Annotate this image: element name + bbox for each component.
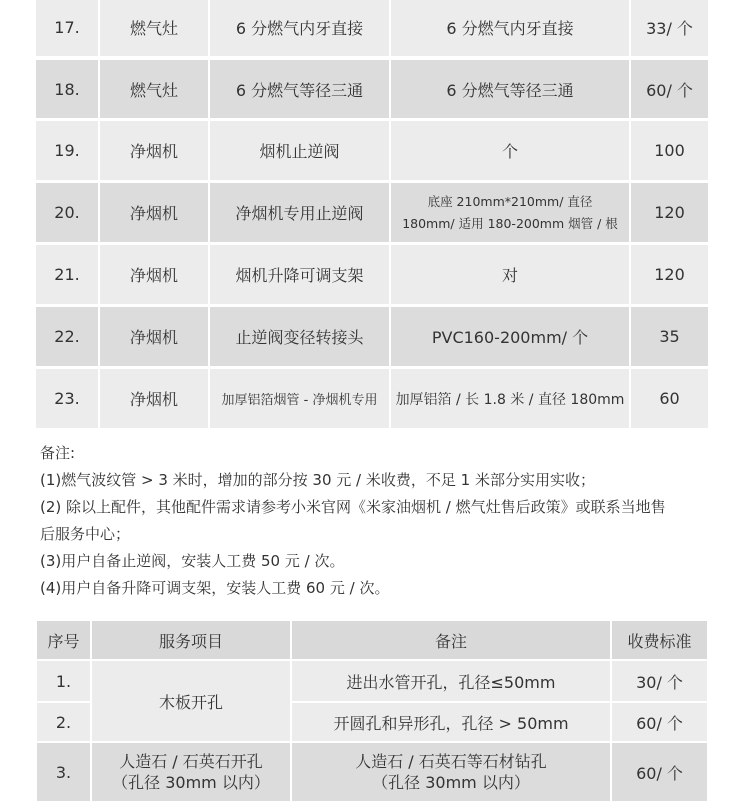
- table-row: [36, 369, 708, 428]
- note-line: 后服务中心；: [40, 525, 131, 543]
- header-remark: 备注: [291, 620, 611, 660]
- row-item: 净烟机专用止逆阀: [210, 183, 391, 242]
- row3-remark: [291, 742, 611, 802]
- row-category: 净烟机: [100, 369, 210, 428]
- row-item: 烟机升降可调支架: [210, 245, 391, 304]
- header-fee: 收费标准: [611, 620, 708, 660]
- row-spec: [391, 183, 631, 242]
- parts-table: [36, 0, 708, 428]
- header-no: 序号: [36, 620, 91, 660]
- row-spec-line1: 底座 210mm*210mm/ 直径: [427, 193, 593, 209]
- note-line: (1)燃气波纹管 > 3 米时，增加的部分按 30 元 / 米收费，不足 1 米部分实用实收；: [40, 471, 595, 489]
- row3-remark-line2: （孔径 30mm 以内）: [372, 773, 530, 792]
- row3-remark-line1: 人造石 / 石英石等石材钻孔: [355, 752, 547, 771]
- notes-section: [40, 440, 716, 602]
- row-number: 21.: [36, 245, 100, 304]
- row-number: 22.: [36, 307, 100, 366]
- row2-remark: 开圆孔和异形孔，孔径 > 50mm: [291, 702, 611, 742]
- row3-item: [91, 742, 291, 802]
- row-spec: 个: [391, 121, 631, 180]
- row-number: 20.: [36, 183, 100, 242]
- row-item: 烟机止逆阀: [210, 121, 391, 180]
- row3-item-line2: （孔径 30mm 以内）: [112, 773, 270, 792]
- row3-no: 3.: [36, 742, 91, 802]
- row-item: 止逆阀变径转接头: [210, 307, 391, 366]
- row-number: 18.: [36, 60, 100, 118]
- row-category: 净烟机: [100, 307, 210, 366]
- row3-fee: 60/ 个: [611, 742, 708, 802]
- table-row: [36, 121, 708, 180]
- table-row: [36, 60, 708, 118]
- row-spec-line2: 180mm/ 适用 180-200mm 烟管 / 根: [402, 215, 618, 231]
- row1-fee: 30/ 个: [611, 660, 708, 702]
- row-number: 19.: [36, 121, 100, 180]
- table-row: [36, 0, 708, 56]
- row-number: 17.: [36, 0, 100, 56]
- table-row: [36, 245, 708, 304]
- note-line: (3)用户自备止逆阀，安装人工费 50 元 / 次。: [40, 552, 345, 570]
- note-line: (2) 除以上配件，其他配件需求请参考小米官网《米家油烟机 / 燃气灶售后政策》或联系当地售: [40, 498, 666, 516]
- row-number: 23.: [36, 369, 100, 428]
- row-item: 6 分燃气内牙直接: [210, 0, 391, 56]
- table-row: [36, 183, 708, 242]
- service-table: [36, 620, 708, 800]
- note-line: (4)用户自备升降可调支架，安装人工费 60 元 / 次。: [40, 579, 390, 597]
- row-item: 6 分燃气等径三通: [210, 60, 391, 118]
- row-price: 100: [654, 141, 685, 160]
- header-item: 服务项目: [91, 620, 291, 660]
- row-item: 加厚铝箔烟管 - 净烟机专用: [210, 369, 391, 428]
- row-price: 60/ 个: [646, 80, 693, 100]
- row-category: 燃气灶: [100, 60, 210, 118]
- row2-no: 2.: [36, 702, 91, 742]
- row-price: 33/ 个: [646, 18, 693, 38]
- row-spec: 6 分燃气内牙直接: [391, 0, 631, 56]
- row1-remark: 进出水管开孔，孔径≤50mm: [291, 660, 611, 702]
- row-spec: 6 分燃气等径三通: [391, 60, 631, 118]
- row1-no: 1.: [36, 660, 91, 702]
- row-price: 120: [654, 203, 685, 222]
- row-price: 60: [659, 389, 680, 408]
- row-category: 净烟机: [100, 245, 210, 304]
- row-price: 120: [654, 265, 685, 284]
- row-spec: 对: [391, 245, 631, 304]
- table-row: [36, 307, 708, 366]
- row-spec: PVC160-200mm/ 个: [391, 307, 631, 366]
- notes-title: 备注:: [40, 444, 76, 462]
- row2-fee: 60/ 个: [611, 702, 708, 742]
- row-category: 燃气灶: [100, 0, 210, 56]
- row-price: 35: [659, 327, 680, 346]
- merged-item-wood: 木板开孔: [91, 660, 291, 742]
- row3-item-line1: 人造石 / 石英石开孔: [119, 752, 263, 771]
- row-spec: 加厚铝箔 / 长 1.8 米 / 直径 180mm: [391, 369, 631, 428]
- row-category: 净烟机: [100, 121, 210, 180]
- row-category: 净烟机: [100, 183, 210, 242]
